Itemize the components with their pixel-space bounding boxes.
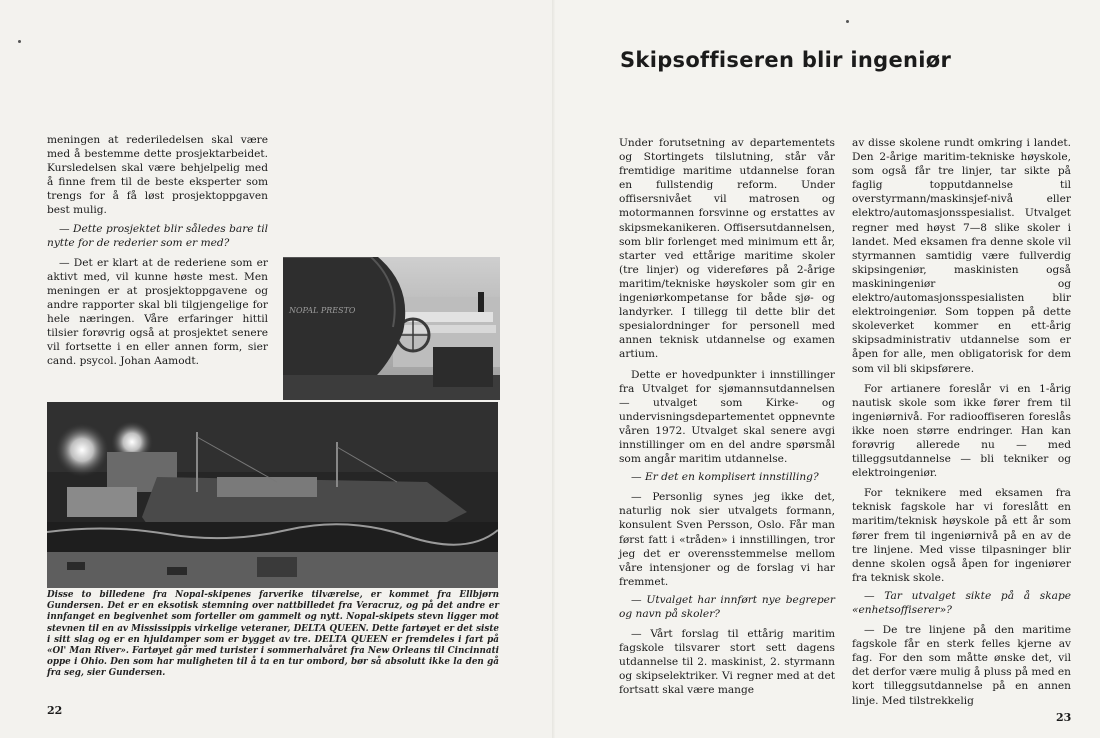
paragraph: For artianere foreslår vi en 1-årig nautisk skole som ikke fører frem til ingeniørnivå. For radiooffiseren foreslås ikke noen større endringer. Han kan forøvrig allerede nu — med tilleggsutdannelse — bli tekniker og elektroingeniør. — [852, 382, 1071, 480]
ship-bow-illustration — [283, 257, 500, 400]
paragraph: — Personlig synes jeg ikke det, naturlig nok sier utvalgets formann, konsulent Sven Persson, Oslo. Får man først fatt i «tråden» i innstillingen, tror jeg det er overensstemmelse mellom våre intensjoner og de forslag vi har fremmet. — [619, 491, 835, 588]
paragraph: — Det er klart at de rederiene som er aktivt med, vil kunne høste mest. Men meningen er at prosjektoppgavene og andre rapporter skal bli tilgjengelige for hele næringen. Våre erfaringer hittil tilsier forøvrig også at prosjektet senere vil fortsette i en eller annen form, sier cand. psycol. Johan Aamodt. — [47, 256, 268, 368]
paragraph: Under forutsetning av departementets og Stortingets tilslutning, står vår fremtidige maritime utdannelse foran en fullstendig reform. Under offisersnivået vil matrosen og motormannen forsvinne og erstattes av skipsmekanikeren. Offisersutdannelsen, som blir forlenget med minimum ett år, starter ved ettårige maritime skoler (tre linjer) og videreføres på 2-årige maritim/tekniske høyskoler som gir en ingeniørkompetanse for både sjø- og landyrker. I tillegg til dette blir det spesialordninger for personell med annen teknisk utdannelse og examen artium. — [619, 137, 835, 361]
right-article-column-2 — [852, 136, 1071, 708]
interview-question: — Er det en komplisert innstilling? — [631, 471, 819, 484]
right-article-column-1 — [619, 136, 835, 698]
paragraph: av disse skolene rundt omkring i landet. Den 2-årige maritim-tekniske høyskole, som også får tre linjer, tar sikte på faglig topputdannelse til overstyrmann/maskinsjef-nivå eller elektro/automasjonsspesialist. Utvalget regner med høyst 7—8 slike skoler i landet. Med eksamen fra denne skole vil styrmannen samtidig være fullverdig skipsingeniør, maskinisten også maskiningeniør og elektro/automasjonsspesialisten blir elektroingeniør. Som toppen på dette skoleverket kommer en ett-årig skipsadministrativ utdannelse som er åpen for alle, men obligatorisk for dem som vil bli skipsførere. — [852, 137, 1071, 375]
print-speck — [846, 20, 849, 23]
interview-question: — Tar utvalget sikte på å skape «enhetsoffiserer»? — [852, 589, 1071, 616]
ship-name-label: NOPAL PRESTO — [289, 306, 356, 315]
paragraph: meningen at rederiledelsen skal være med å bestemme dette prosjektarbeidet. Kursledelsen skal være behjelpelig med å finne frem til de beste eksperter som trengs for å få løst prosjektoppgaven best mulig. — [47, 134, 268, 217]
paragraph: Dette er hovedpunkter i innstillinger fra Utvalget for sjømannsutdannelsen — utvalget som Kirke- og undervisningsdepartementet oppnevnte våren 1972. Utvalget skal senere avgi innstillinger om en del andre spørsmål som angår maritim utdannelse. — [619, 368, 835, 466]
right-page-number: 23 — [1056, 711, 1072, 724]
photo-caption: Disse to billedene fra Nopal-skipenes farverike tilværelse, er kommet fra Ellbjørn Gundersen. Det er en eksotisk stemning over nattbilledet fra Veracruz, og på det andre er innfanget en begivenhet som forteller om gammelt og nytt. Nopal-skipets stevn ligger mot stevnen til en av Mississippis virkelige veteraner, DELTA QUEEN. Dette fartøyet er det siste i sitt slag og er en hjuldamper som er bygget av tre. DELTA QUEEN er fremdeles i fart på «Ol' Man River». Fartøyet går med turister i sommerhalvåret fra New Orleans til Cincinnati oppe i Ohio. Den som har muligheten til å ta en tur ombord, bør så absolutt ikke la den gå fra seg, sier Gundersen. — [47, 590, 499, 679]
left-article-column — [47, 133, 268, 369]
left-page-number: 22 — [47, 704, 63, 717]
interview-question: — Utvalget har innført nye begreper og navn på skoler? — [619, 593, 835, 620]
paragraph: For teknikere med eksamen fra teknisk fagskole har vi foreslått en maritim/teknisk høyskole på ett år som fører frem til ingeniørnivå på en av de tre linjene. Med visse tilpasninger blir denne skolen også åpen for ingeniører fra teknisk skole. — [852, 487, 1071, 584]
paragraph: — Vårt forslag til ettårig maritim fagskole tilsvarer stort sett dagens utdannelse til 2. maskinist, 2. styrmann og skipselektriker. Vi regner med at det fortsatt skal være mange — [619, 628, 835, 697]
article-title: Skipsoffiseren blir ingeniør — [620, 48, 952, 72]
interview-question: — Dette prosjektet blir således bare til nytte for de rederier som er med? — [47, 222, 268, 249]
paragraph: — De tre linjene på den maritime fagskole får en sterk felles kjerne av fag. For den som måtte ønske det, vil det derfor være mulig å pluss på med en kort tilleggsutdannelse på en annen linje. Med tilstrekkelig — [852, 624, 1071, 707]
night-harbour-illustration — [47, 402, 498, 588]
night-harbour-photo — [47, 402, 498, 588]
print-speck — [18, 40, 21, 43]
ship-bow-photo — [283, 257, 500, 400]
